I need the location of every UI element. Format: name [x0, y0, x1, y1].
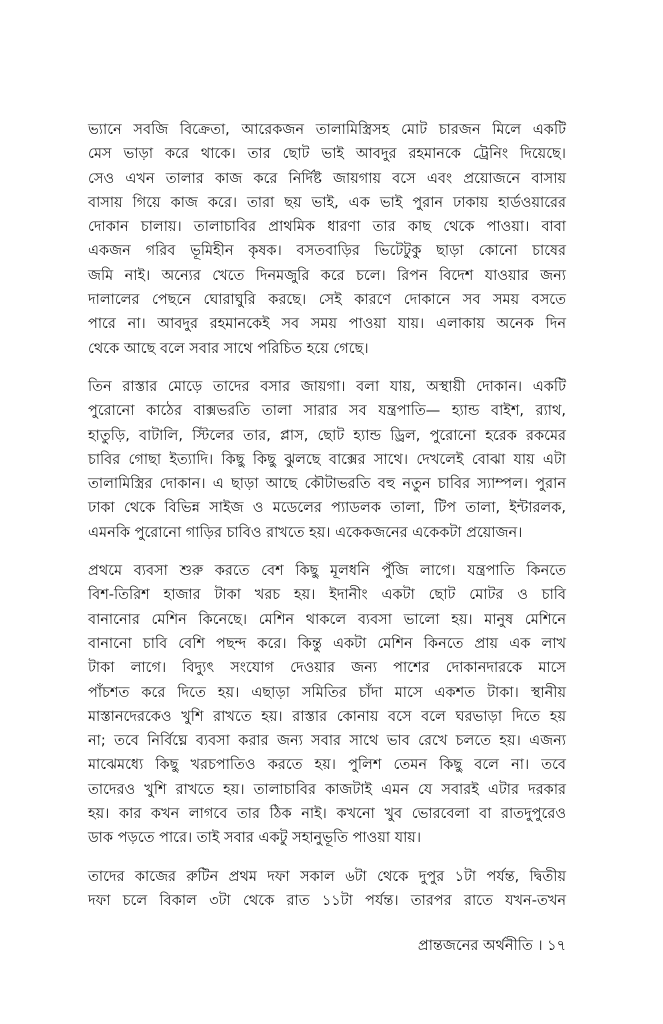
text-line: ঢাকা থেকে বিভিন্ন সাইজ ও মডেলের প্যাডলক তালা, টিপ তালা, ইন্টারলক,: [88, 500, 566, 517]
page-footer: [418, 935, 566, 959]
text-line: বানানো চাবি বেশি পছন্দ করে। কিন্তু একটা মেশিন কিনতে প্রায় এক লাখ: [88, 635, 566, 652]
footer-separator: ।: [537, 938, 543, 954]
text-line: পুরোনো কাঠের বাক্সভরতি তালা সারার সব যন্ত্রপাতি— হ্যান্ড বাইশ, র‍্যাথ,: [88, 403, 566, 420]
text-line: সেও এখন তালার কাজ করে নির্দিষ্ট জায়গায় বসে এবং প্রয়োজনে বাসায়: [88, 170, 566, 187]
text-line: একজন গরিব ভূমিহীন কৃষক। বসতবাড়ির ভিটেটুকু ছাড়া কোনো চাষের: [88, 243, 566, 260]
paragraph: [88, 559, 566, 851]
text-line: দোকান চালায়। তালাচাবির প্রাথমিক ধারণা তার কাছ থেকে পাওয়া। বাবা: [88, 219, 566, 236]
paragraph: [88, 865, 566, 914]
text-line: ডাক পড়তে পারে। তাই সবার একটু সহানুভূতি পাওয়া যায়।: [88, 830, 421, 847]
text-line: তিন রাস্তার মোড়ে তাদের বসার জায়গা। বলা যায়, অস্থায়ী দোকান। একটি: [88, 378, 566, 395]
paragraph: [88, 118, 566, 361]
running-title: প্রান্তজনের অর্থনীতি: [417, 938, 533, 954]
text-line: পারে না। আবদুর রহমানকেই সব সময় পাওয়া যায়। এলাকায় অনেক দিন: [88, 316, 566, 333]
text-line: জমি নাই। অন্যের খেতে দিনমজুরি করে চলে। রিপন বিদেশ যাওয়ার জন্য: [88, 267, 566, 284]
text-line: তাদের কাজের রুটিন প্রথম দফা সকাল ৬টা থেকে দুপুর ১টা পর্যন্ত, দ্বিতীয়: [88, 868, 566, 885]
text-line: হাতুড়ি, বাটালি, স্টিলের তার, প্লাস, ছোট হ্যান্ড ড্রিল, পুরোনো হরেক রকমের: [88, 427, 566, 444]
text-line: মাঝেমধ্যে কিছু খরচপাতিও করতে হয়। পুলিশ তেমন কিছু বলে না। তবে: [88, 757, 566, 774]
text-line: বানানোর মেশিন কিনেছে। মেশিন থাকলে ব্যবসা ভালো হয়। মানুষ মেশিনে: [88, 611, 566, 628]
text-line: পাঁচশত করে দিতে হয়। এছাড়া সমিতির চাঁদা মাসে একশত টাকা। স্থানীয়: [88, 684, 566, 701]
text-line: এমনকি পুরোনো গাড়ির চাবিও রাখতে হয়। একেকজনের একেকটা প্রয়োজন।: [88, 524, 523, 541]
text-line: মাস্তানদেরকেও খুশি রাখতে হয়। রাস্তার কোনায় বসে বলে ঘরভাড়া দিতে হয়: [88, 708, 566, 725]
text-line: বাসায় গিয়ে কাজ করে। তারা ছয় ভাই, এক ভাই পুরান ঢাকায় হার্ডওয়ারের: [88, 194, 566, 211]
text-line: হয়। কার কখন লাগবে তার ঠিক নাই। কখনো খুব ভোরবেলা বা রাতদুপুরেও: [88, 806, 566, 823]
text-line: ভ্যানে সবজি বিক্রেতা, আরেকজন তালামিস্ত্রিসহ মোট চারজন মিলে একটি: [88, 122, 566, 138]
text-line: দফা চলে বিকাল ৩টা থেকে রাত ১১টা পর্যন্ত। তারপর রাতে যখন-তখন: [88, 892, 566, 909]
text-line: না; তবে নির্বিঘ্নে ব্যবসা করার জন্য সবার সাথে ভাব রেখে চলতে হয়। এজন্য: [88, 733, 566, 750]
text-line: থেকে আছে বলে সবার সাথে পরিচিত হয়ে গেছে।: [88, 340, 369, 357]
text-line: দালালের পেছনে ঘোরাঘুরি করছে। সেই কারণে দোকানে সব সময় বসতে: [88, 292, 566, 309]
text-line: তাদেরও খুশি রাখতে হয়। তালাচাবির কাজটাই এমন যে সবারই এটার দরকার: [88, 781, 566, 798]
text-line: চাবির গোছা ইত্যাদি। কিছু কিছু ঝুলছে বাক্সের সাথে। দেখলেই বোঝা যায় এটা: [88, 451, 566, 468]
paragraph: [88, 375, 566, 545]
text-line: মেস ভাড়া করে থাকে। তার ছোট ভাই আবদুর রহমানকে ট্রেনিং দিয়েছে।: [88, 146, 566, 163]
text-line: টাকা লাগে। বিদ্যুৎ সংযোগ দেওয়ার জন্য পাশের দোকানদারকে মাসে: [88, 660, 566, 677]
body-text: [88, 118, 566, 927]
page-number: ১৭: [547, 938, 566, 954]
text-line: বিশ-তিরিশ হাজার টাকা খরচ হয়। ইদানীং একটা ছোট মোটর ও চাবি: [88, 587, 566, 604]
text-line: তালামিস্ত্রির দোকান। এ ছাড়া আছে কৌটাভরতি বহু নতুন চাবির স্যাম্পল। পুরান: [88, 476, 566, 493]
text-line: প্রথমে ব্যবসা শুরু করতে বেশ কিছু মূলধনি পুঁজি লাগে। যন্ত্রপাতি কিনতে: [88, 563, 566, 580]
